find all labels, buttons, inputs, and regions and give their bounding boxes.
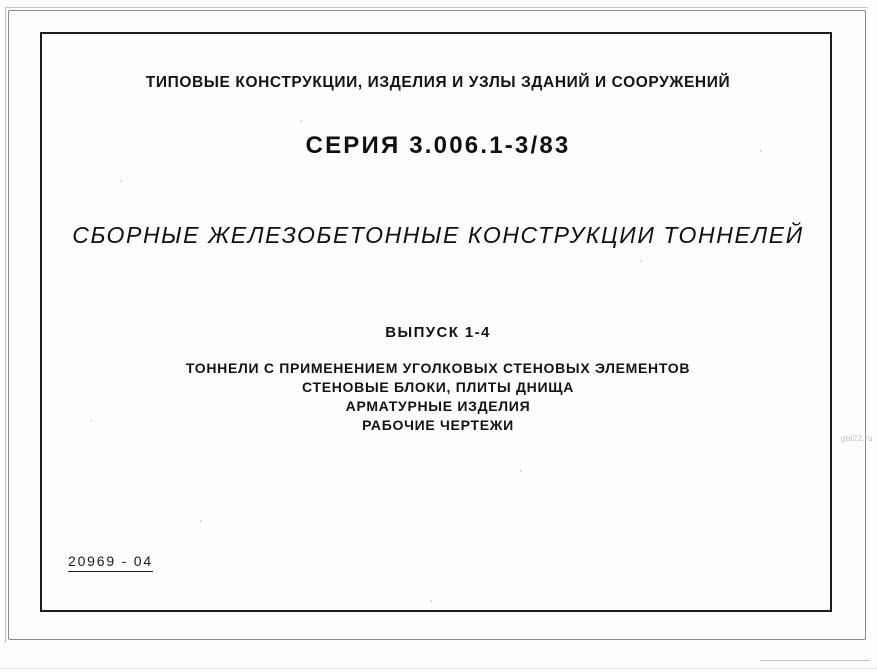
subtitle-list	[42, 359, 834, 435]
scan-speck	[200, 520, 202, 522]
scan-artifact-line	[760, 660, 870, 661]
watermark-text: gbi22.ru	[840, 434, 873, 443]
page-title: СБОРНЫЕ ЖЕЛЕЗОБЕТОННЫЕ КОНСТРУКЦИИ ТОННЕЛЕЙ	[72, 222, 804, 248]
document-header: ТИПОВЫЕ КОНСТРУКЦИИ, ИЗДЕЛИЯ И УЗЛЫ ЗДАНИЙ И СООРУЖЕНИЙ	[145, 74, 731, 91]
title-block	[42, 34, 834, 614]
scan-speck	[430, 600, 432, 602]
scan-speck	[640, 260, 642, 262]
scan-speck	[520, 470, 522, 472]
subtitle-line: АРМАТУРНЫЕ ИЗДЕЛИЯ	[345, 398, 531, 414]
subtitle-line: ТОННЕЛИ С ПРИМЕНЕНИЕМ УГОЛКОВЫХ СТЕНОВЫХ ЭЛЕМЕНТОВ	[185, 360, 691, 376]
subtitle-line: РАБОЧИЕ ЧЕРТЕЖИ	[362, 417, 514, 433]
scan-speck	[300, 120, 302, 122]
scan-speck	[120, 180, 122, 182]
scan-speck	[90, 420, 92, 422]
subtitle-line: СТЕНОВЫЕ БЛОКИ, ПЛИТЫ ДНИЩА	[301, 379, 575, 395]
drawing-frame	[40, 32, 832, 612]
scan-speck	[760, 150, 762, 152]
document-code: 20969 - 04	[68, 553, 153, 572]
issue-number: ВЫПУСК 1-4	[385, 324, 491, 341]
series-number: СЕРИЯ 3.006.1-3/83	[305, 132, 571, 159]
scan-artifact-line-bottom	[0, 668, 877, 669]
